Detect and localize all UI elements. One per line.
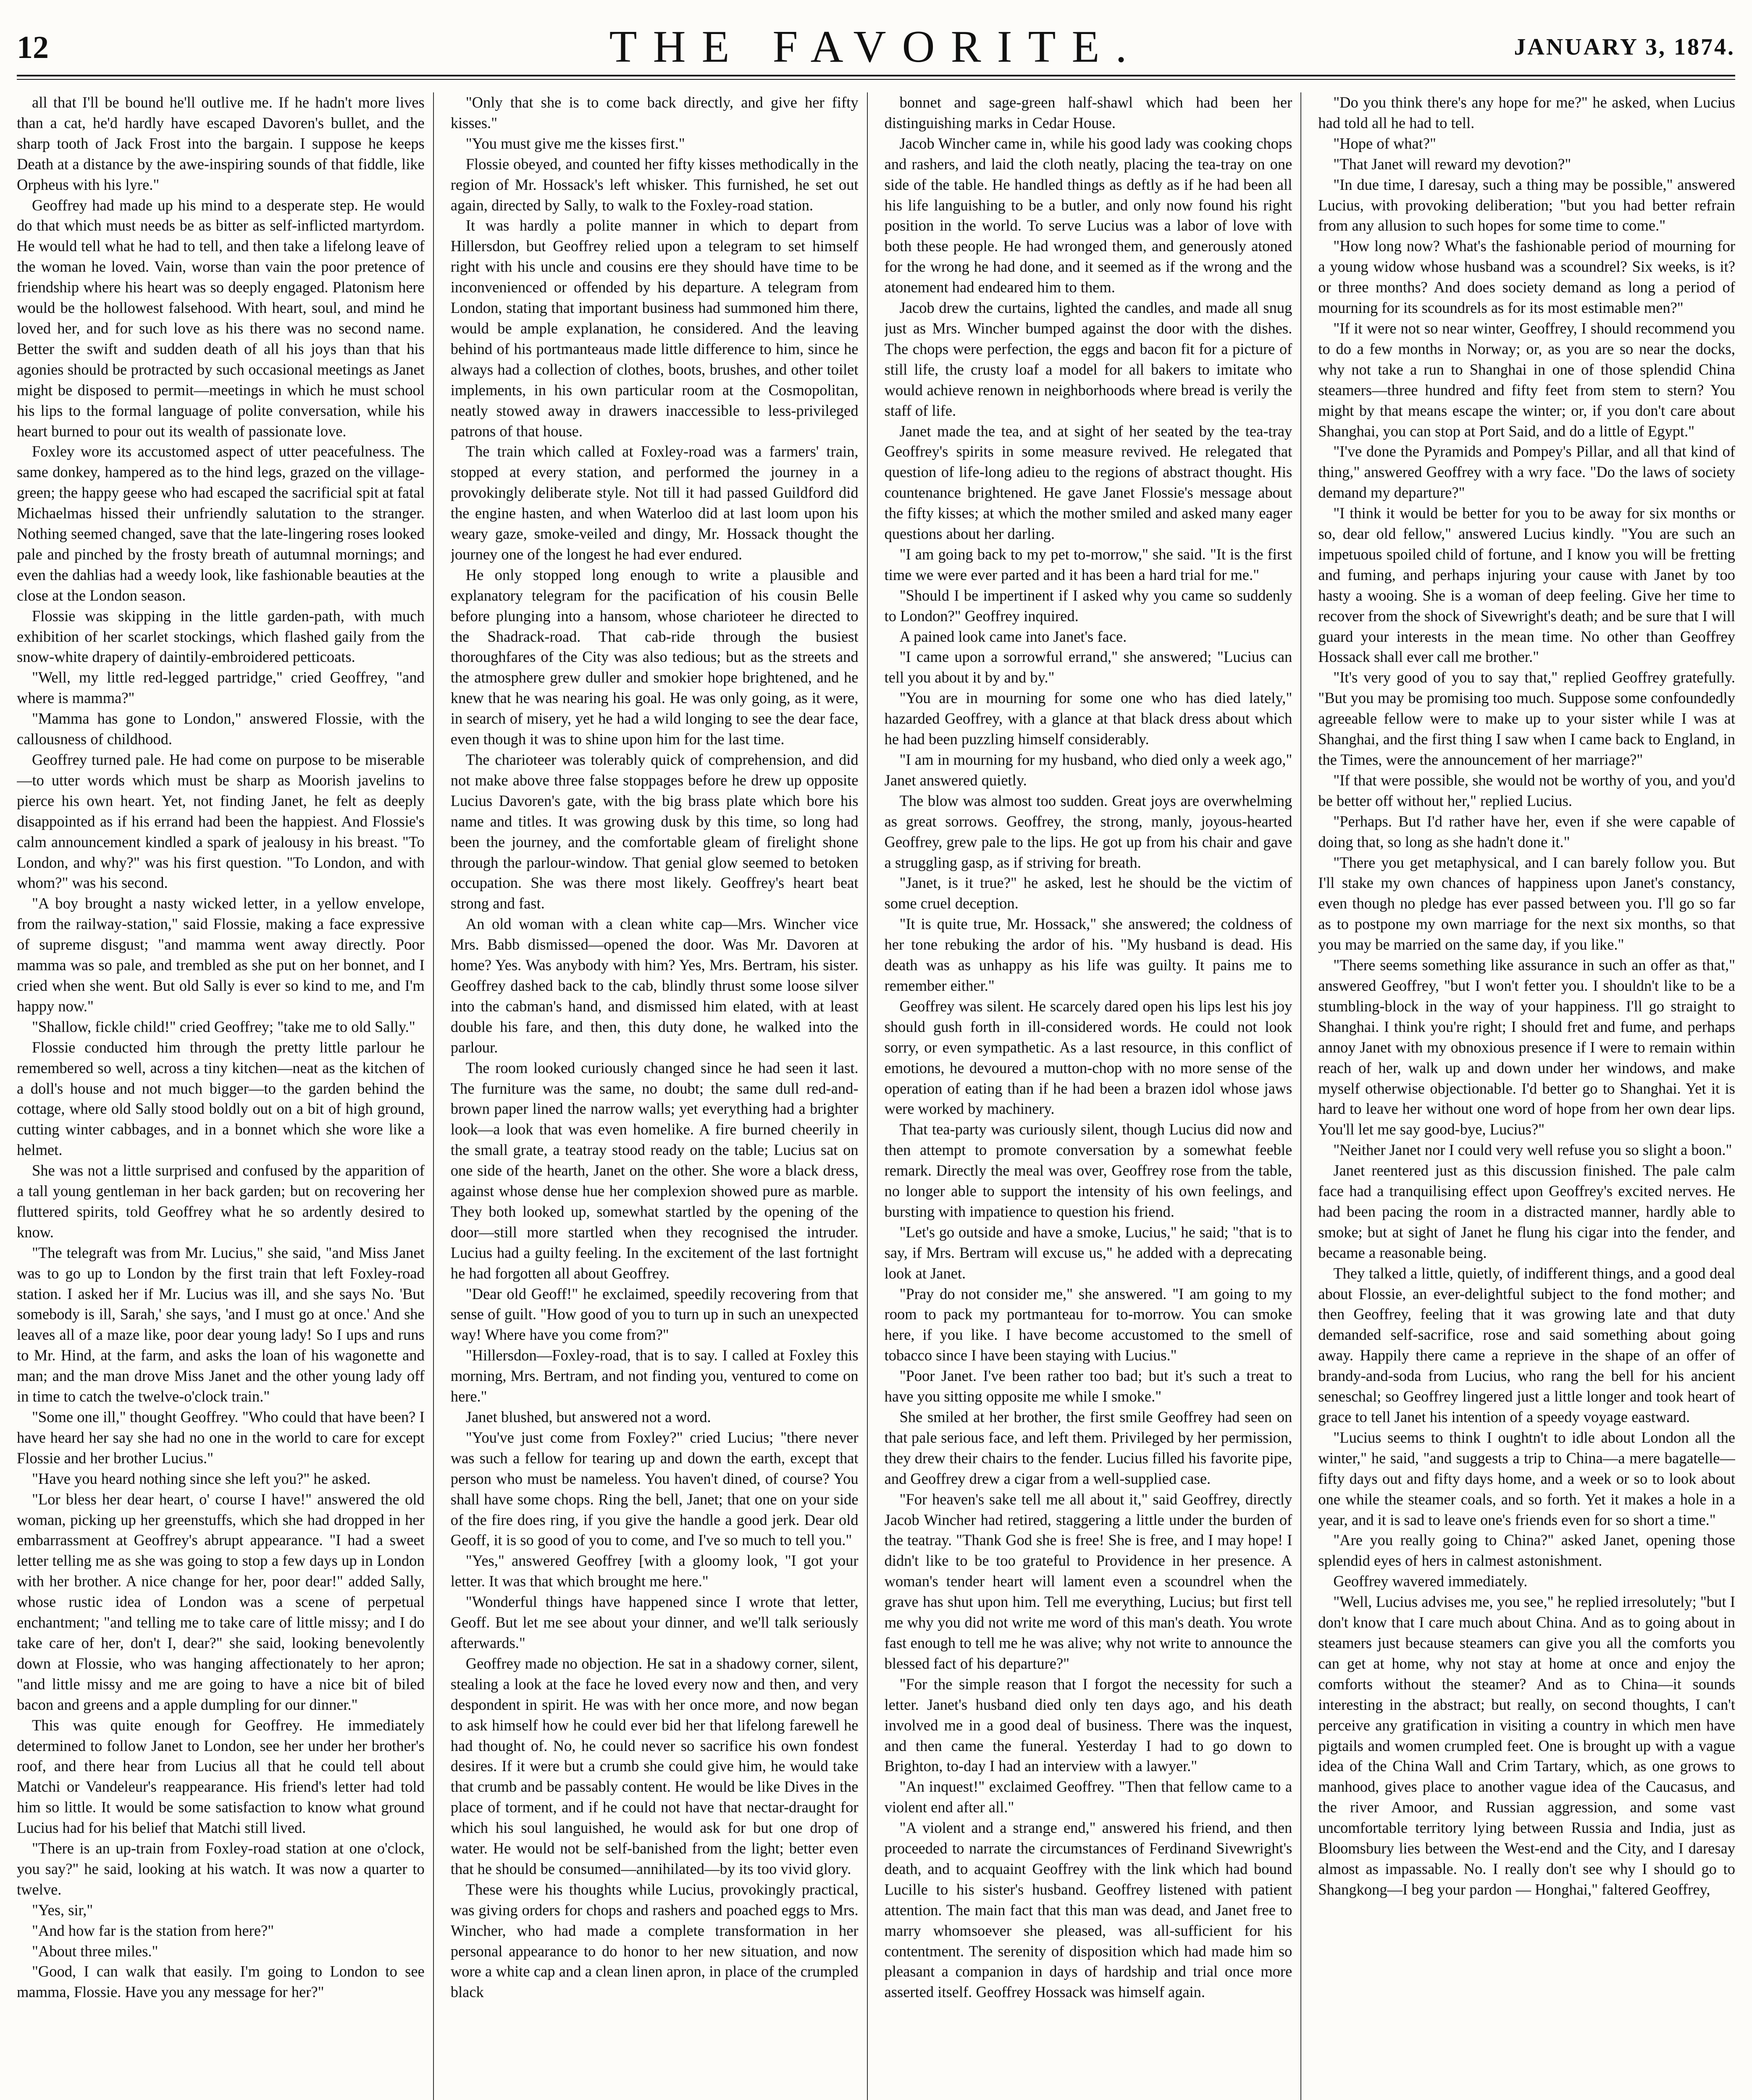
paragraph: "Lucius seems to think I oughtn't to idle about London all the winter," he said, "and suggests a trip to China—a mere bagatelle—fifty days out and fifty days home, and a week or so to look about one while the steamer coals, and so forth. Yet it makes a hole in a year, and it is sad to leave one's friends even for so short a time." [1318, 1428, 1735, 1528]
paragraph: A pained look came into Janet's face. [899, 627, 1127, 645]
paragraph: She was not a little surprised and confused by the apparition of a tall young gentleman in her back garden; but on recovering her fluttered spirits, told Geoffrey what he so ardently desired to know. [17, 1162, 425, 1241]
issue-date: JANUARY 3, 1874. [1514, 34, 1735, 60]
paragraph: "Mamma has gone to London," answered Flossie, with the callousness of childhood. [17, 710, 425, 748]
column-1 [17, 92, 434, 2100]
paragraph: The train which called at Foxley-road was a farmers' train, stopped at every station, and performed the journey in a provokingly deliberate style. Not till it had passed Guildford did the engine hasten, and when Waterloo did at last loom upon his weary gaze, smoke-veiled and dingy, Mr. Hossack thought the journey one of the longest he had ever endured. [450, 443, 859, 563]
paragraph: Flossie was skipping in the little garden-path, with much exhibition of her scarlet stockings, which flashed gaily from the snow-white drapery of daintily-embroidered petticoats. [17, 607, 425, 666]
paragraph: That tea-party was curiously silent, though Lucius did now and then attempt to promote conversation by a somewhat feeble remark. Directly the meal was over, Geoffrey rose from the table, no longer able to support the intensity of his own feelings, and bursting with impatience to question his friend. [884, 1121, 1292, 1220]
paragraph: Janet blushed, but answered not a word. [465, 1408, 711, 1425]
paragraph: "Well, Lucius advises me, you see," he replied irresolutely; "but I don't know that I care much about China. And as to going about in steamers just because steamers can give you all the comforts you can get at home, why not stay at home at once and enjoy the comforts without the steamer? And as to China—it sounds interesting in the abstract; but really, on second thoughts, I can't perceive any gratification in visiting a country in which men have pigtails and women crumpled feet. One is brought up with a vague idea of the China Wall and Crim Tartary, which, as one grows to manhood, gives place to another vague idea of the Caucasus, and the river Amoor, and Russian aggression, and some vast uncomfortable territory lying between Russia and India, just as Bloomsbury lies between the West-end and the City, and I daresay almost as impassable. No. I really don't see why I should go to Shangkong—I beg your pardon — Honghai," faltered Geoffrey, [1318, 1593, 1735, 1898]
paragraph: "Perhaps. But I'd rather have her, even if she were capable of doing that, so long as she hadn't done it." [1318, 812, 1735, 850]
paragraph: "Yes, sir," [32, 1901, 93, 1919]
paragraph: all that I'll be bound he'll outlive me. If he hadn't more lives than a cat, he'd hardly have escaped Davoren's bullet, and the sharp tooth of Jack Frost into the bargain. I suppose he keeps Death at a distance by the awe-inspiring sounds of that fiddle, like Orpheus with his lyre." [17, 94, 425, 193]
paragraph: bonnet and sage-green half-shawl which had been her distinguishing marks in Cedar House. [884, 94, 1292, 131]
paragraph: "An inquest!" exclaimed Geoffrey. "Then that fellow came to a violent end after all." [884, 1778, 1292, 1816]
paragraph: "Hillersdon—Foxley-road, that is to say. I called at Foxley this morning, Mrs. Bertram, and not finding you, ventured to come on here." [450, 1347, 859, 1405]
paragraph: "I am in mourning for my husband, who died only a week ago," Janet answered quietly. [884, 751, 1292, 789]
paragraph: "Good, I can walk that easily. I'm going to London to see mamma, Flossie. Have you any message for her?" [17, 1963, 425, 2001]
paragraph: "Have you heard nothing since she left you?" he asked. [32, 1470, 371, 1487]
paragraph: "Hope of what?" [1333, 134, 1436, 152]
paragraph: He only stopped long enough to write a plausible and explanatory telegram for the pacification of his cousin Belle before plunging into a hansom, whose charioteer he directed to the Shadrack-road. That cab-ride through the busiest thoroughfares of the City was also tedious; but as the streets and the atmosphere grew duller and smokier hope brightened, and he knew that he was nearing his goal. He was only going, as it were, in search of misery, yet he had a wild longing to see the dear face, even though it was to shine upon him for the last time. [450, 566, 859, 748]
paragraph: "Dear old Geoff!" he exclaimed, speedily recovering from that sense of guilt. "How good of you to turn up in such an unexpected way! Where have you come from?" [450, 1285, 859, 1344]
paragraph: "Pray do not consider me," she answered. "I am going to my room to pack my portmanteau for to-morrow. You can smoke here, if you like. I have become accustomed to the smell of tobacco since I have been staying with Lucius." [884, 1285, 1292, 1364]
paragraph: "For the simple reason that I forgot the necessity for such a letter. Janet's husband died only ten days ago, and his death involved me in a good deal of business. There was the inquest, and then came the funeral. Yesterday I had to go down to Brighton, to-day I had an interview with a lawyer." [884, 1675, 1292, 1775]
paragraph: Flossie obeyed, and counted her fifty kisses methodically in the region of Mr. Hossack's left whisker. This furnished, he set out again, directed by Sally, to walk to the Foxley-road station. [450, 155, 859, 214]
paragraph: "If that were possible, she would not be worthy of you, and you'd be better off without her," replied Lucius. [1318, 771, 1735, 809]
paragraph: "Are you really going to China?" asked Janet, opening those splendid eyes of hers in calmest astonishment. [1318, 1531, 1735, 1570]
paragraph: "Shallow, fickle child!" cried Geoffrey; "take me to old Sally." [32, 1018, 415, 1035]
paragraph: "There is an up-train from Foxley-road station at one o'clock, you say?" he said, looking at his watch. It was now a quarter to twelve. [17, 1840, 425, 1898]
paragraph: It was hardly a polite manner in which to depart from Hillersdon, but Geoffrey relied upon a telegram to set himself right with his uncle and cousins ere they should have time to be inconvenienced or offended by his departure. A telegram from London, stating that important business had summoned him there, would be ample explanation, he considered. And the leaving behind of his portmanteaus made little difference to him, since he always had a collection of clothes, boots, brushes, and other toilet implements, in his own particular room at the Cosmopolitan, neatly stowed away in drawers inaccessible to less-privileged patrons of that house. [450, 217, 859, 440]
paragraph: "Lor bless her dear heart, o' course I have!" answered the old woman, picking up her greenstuffs, which she had dropped in her embarrassment at Geoffrey's abrupt appearance. "I had a sweet letter telling me as she was going to stop a few days up in London with her brother. A nice change for her, poor dear!" added Sally, whose rustic idea of London was a scene of perpetual enchantment; "and telling me to take care of little missy; and I do take care of her, don't I, dear?" she said, looking benevolently down at Flossie, who was hanging affectionately to her apron; "and little missy and me are going to have a nice bit of biled bacon and greens and a apple dumpling for our dinner." [17, 1490, 425, 1713]
paragraph: "How long now? What's the fashionable period of mourning for a young widow whose husband was a scoundrel? Six weeks, is it? or three months? And does society demand as long a period of mourning for its scoundrels as for its most estimable men?" [1318, 237, 1735, 317]
paragraph: Geoffrey was silent. He scarcely dared open his lips lest his joy should gush forth in ill-considered words. He could not look sorry, or even sympathetic. As a last resource, in this conflict of emotions, he devoured a mutton-chop with no more sense of the operation of eating than if he had been a brazen idol whose jaws were worked by machinery. [884, 997, 1292, 1118]
paragraph: Flossie conducted him through the pretty little parlour he remembered so well, across a tiny kitchen—neat as the kitchen of a doll's house and not much bigger—to the garden behind the cottage, where old Sally stood boldly out on a bit of high ground, cutting winter cabbages, and in a bonnet which she wore like a helmet. [17, 1038, 425, 1159]
paragraph: "Do you think there's any hope for me?" he asked, when Lucius had told all he had to tell. [1318, 94, 1735, 131]
paragraph: Geoffrey wavered immediately. [1333, 1572, 1528, 1590]
paragraph: "I've done the Pyramids and Pompey's Pillar, and all that kind of thing," answered Geoffrey with a wry face. "Do the laws of society demand my departure?" [1318, 443, 1735, 501]
paragraph: "You've just come from Foxley?" cried Lucius; "there never was such a fellow for tearing up and down the earth, except that person who must be nameless. You haven't dined, of course? You shall have some chops. Ring the bell, Janet; that one on your side of the fire does ring, if you give the handle a good jerk. Dear old Geoff, it is so good of you to come, and I've so much to tell you." [450, 1428, 859, 1549]
paragraph: "A violent and a strange end," answered his friend, and then proceeded to narrate the circumstances of Ferdinand Sivewright's death, and to acquaint Geoffrey with the link which had bound Lucille to his sister's husband. Geoffrey listened with patient attention. The main fact that this man was dead, and Janet free to marry whomsoever she pleased, was all-sufficient for his contentment. The serenity of disposition which had made him so pleasant a companion in days of hardship and trial once more asserted itself. Geoffrey Hossack was himself again. [884, 1819, 1292, 2001]
paragraph: "There you get metaphysical, and I can barely follow you. But I'll stake my own chances of happiness upon Janet's constancy, even though no pledge has ever passed between you. I'll go so far as to postpone my own marriage for the next six months, so that you may be married on the same day, if you like." [1318, 853, 1735, 953]
paragraph: "Only that she is to come back directly, and give her fifty kisses." [450, 94, 859, 131]
column-2 [451, 92, 868, 2100]
paragraph: The charioteer was tolerably quick of comprehension, and did not make above three false stoppages before he drew up opposite Lucius Davoren's gate, with the big brass plate which bore his name and titles. It was growing dusk by this time, so long had been the journey, and the comfortable gleam of firelight shone through the parlour-window. That genial glow seemed to betoken occupation. She was there most likely. Geoffrey's heart beat strong and fast. [450, 751, 859, 912]
paragraph: "The telegraft was from Mr. Lucius," she said, "and Miss Janet was to go up to London by the first train that left Foxley-road station. I asked her if Mr. Lucius was ill, and she says No. 'But somebody is ill, Sarah,' she says, 'and I must go at once.' And she leaves all of a maze like, poor dear young lady! So I ups and runs to Mr. Hind, at the farm, and asks the loan of his wagonette and man; and the man drove Miss Janet and the other young lady off in time to catch the twelve-o'clock train." [17, 1244, 425, 1405]
paragraph: Foxley wore its accustomed aspect of utter peacefulness. The same donkey, hampered as to the hind legs, grazed on the village-green; the happy geese who had escaped the sacrificial spit at fatal Michaelmas hissed their unfriendly salutation to the stranger. Nothing seemed changed, save that the late-lingering roses looked pale and pinched by the frosty breath of autumnal mornings; and even the dahlias had a weedy look, like fashionable beauties at the close at the London season. [17, 443, 425, 604]
header-rule-thin [17, 79, 1735, 80]
paragraph: "If it were not so near winter, Geoffrey, I should recommend you to do a few months in Norway; or, as you are so near the docks, why not take a run to Shanghai in one of those splendid China steamers—three hundred and fifty feet from stem to stern? You might by that means escape the winter; or, if you don't care about Shanghai, you can stop at Port Said, and do a little of Egypt." [1318, 319, 1735, 440]
paragraph: An old woman with a clean white cap—Mrs. Wincher vice Mrs. Babb dismissed—opened the door. Was Mr. Davoren at home? Yes. Was anybody with him? Yes, Mrs. Bertram, his sister. Geoffrey dashed back to the cab, blindly thrust some loose silver into the cabman's hand, and dismissed him elated, with at least double his fare, and then, this duty done, he walked into the parlour. [450, 915, 859, 1056]
article-columns [17, 92, 1735, 2100]
paragraph: "A boy brought a nasty wicked letter, in a yellow envelope, from the railway-station," said Flossie, making a face expressive of supreme disgust; "and mamma went away directly. Poor mamma was so pale, and trembled as she put on her bonnet, and I cried when she went. But old Sally is ever so kind to me, and I'm happy now." [17, 895, 425, 1015]
paragraph: "Wonderful things have happened since I wrote that letter, Geoff. But let me see about your dinner, and we'll talk seriously afterwards." [450, 1593, 859, 1651]
paragraph: "Some one ill," thought Geoffrey. "Who could that have been? I have heard her say she had no one in the world to care for except Flossie and her brother Lucius." [17, 1408, 425, 1467]
paragraph: This was quite enough for Geoffrey. He immediately determined to follow Janet to London, see her under her brother's roof, and there hear from Lucius all that he could tell about Matchi or Vandeleur's reappearance. His friend's letter had told him so little. It would be some satisfaction to know what ground Lucius had for his belief that Matchi still lived. [17, 1716, 425, 1837]
paragraph: Geoffrey had made up his mind to a desperate step. He would do that which must needs be as bitter as self-inflicted martyrdom. He would tell what he had to tell, and then take a lifelong leave of the woman he loved. Vain, worse than vain the poor pretence of friendship where his heart was so deeply engaged. Platonism here would be the hollowest falsehood. With heart, soul, and mind he loved her, and for such love as his there was no second name. Better the swift and sudden death of all his joys than that his agonies should be protracted by such occasional meetings as Janet might be disposed to permit—meetings in which he must school his lips to the formal language of polite conversation, while his heart burned to pour out its wealth of passionate love. [17, 196, 425, 440]
column-4 [1318, 92, 1735, 2100]
paragraph: "Neither Janet nor I could very well refuse you so slight a boon." [1333, 1141, 1732, 1159]
paragraph: "I came upon a sorrowful errand," she answered; "Lucius can tell you about it by and by." [884, 648, 1292, 686]
paragraph: "That Janet will reward my devotion?" [1333, 155, 1571, 173]
paragraph: "It's very good of you to say that," replied Geoffrey gratefully. "But you may be promising too much. Suppose some confoundedly agreeable fellow were to make up to your sister while I was at Shanghai, and the first thing I saw when I came back to England, in the Times, were the announcement of her marriage?" [1318, 669, 1735, 768]
paragraph: "Let's go outside and have a smoke, Lucius," he said; "that is to say, if Mrs. Bertram will excuse us," he added with a deprecating look at Janet. [884, 1223, 1292, 1282]
page-header [17, 17, 1735, 80]
paragraph: "There seems something like assurance in such an offer as that," answered Geoffrey, "but I won't fetter you. I shouldn't like to be a stumbling-block in the way of your happiness. I'll go straight to Shanghai. I think you're right; I should fret and fume, and perhaps annoy Janet with my obnoxious presence if I were to remain within reach of her, walk up and down under her windows, and make myself otherwise objectionable. I'd better go to Shanghai. Yet it is hard to leave her without one word of hope from her own dear lips. You'll let me say good-bye, Lucius?" [1318, 956, 1735, 1138]
masthead-title: THE FAVORITE. [609, 22, 1143, 72]
paragraph: "About three miles." [32, 1942, 158, 1960]
paragraph: "Janet, is it true?" he asked, lest he should be the victim of some cruel deception. [884, 874, 1292, 912]
paragraph: The room looked curiously changed since he had seen it last. The furniture was the same, no doubt; the same dull red-and-brown paper lined the narrow walls; yet everything had a brighter look—a look that was even homelike. A fire burned cheerily in the small grate, a teatray stood ready on the table; Lucius sat on one side of the hearth, Janet on the other. She wore a black dress, against whose dense hue her complexion showed pure as marble. They both looked up, somewhat startled by the opening of the door—still more startled when they recognised the intruder. Lucius had a guilty feeling. In the excitement of the last fortnight he had forgotten all about Geoffrey. [450, 1059, 859, 1282]
header-rule [17, 75, 1735, 76]
paragraph: "Well, my little red-legged partridge," cried Geoffrey, "and where is mamma?" [17, 669, 425, 707]
paragraph: Jacob drew the curtains, lighted the candles, and made all snug just as Mrs. Wincher bumped against the door with the dishes. The chops were perfection, the eggs and bacon fit for a picture of still life, the crusty loaf a model for all bakers to imitate who would achieve renown in neighborhoods where bread is verily the staff of life. [884, 299, 1292, 419]
column-3 [885, 92, 1302, 2100]
paragraph: "Poor Janet. I've been rather too bad; but it's such a treat to have you sitting opposite me while I smoke." [884, 1367, 1292, 1405]
paragraph: They talked a little, quietly, of indifferent things, and a good deal about Flossie, an ever-delightful subject to the fond mother; and then Geoffrey, feeling that it was growing late and that duty demanded self-sacrifice, rose and said something about going away. Happily there came a reprieve in the shape of an offer of brandy-and-soda from Lucius, who rang the bell for his ancient seneschal; so Geoffrey lingered just a little longer and took heart of grace to tell Janet his intention of a speedy voyage eastward. [1318, 1264, 1735, 1425]
paragraph: The blow was almost too sudden. Great joys are overwhelming as great sorrows. Geoffrey, the strong, manly, joyous-hearted Geoffrey, grew pale to the lips. He got up from his chair and gave a struggling gasp, as if striving for breath. [884, 792, 1292, 871]
paragraph: "Should I be impertinent if I asked why you came so suddenly to London?" Geoffrey inquired. [884, 586, 1292, 625]
paragraph: "It is quite true, Mr. Hossack," she answered; the coldness of her tone rebuking the ardor of his. "My husband is dead. His death was as unhappy as his life was guilty. It pains me to remember either." [884, 915, 1292, 994]
paragraph: "Yes," answered Geoffrey [with a gloomy look, "I got your letter. It was that which brought me here." [450, 1552, 859, 1590]
paragraph: "You must give me the kisses first." [465, 134, 685, 152]
paragraph: Geoffrey made no objection. He sat in a shadowy corner, silent, stealing a look at the face he loved every now and then, and very despondent in spirit. He was with her once more, and now began to ask himself how he could ever bid her that lifelong farewell he had thought of. No, he could never so sacrifice his own fondest desires. If it were but a crumb she could give him, he would take that crumb and be passably content. He would be like Dives in the place of torment, and if he could not have that nectar-draught for which his soul languished, he would ask for but one drop of water. He would not be self-banished from the light; better even that he should be consumed—annihilated—by its too vivid glory. [450, 1654, 859, 1877]
paragraph: "In due time, I daresay, such a thing may be possible," answered Lucius, with provoking deliberation; "but you had better refrain from any allusion to such hopes for some time to come." [1318, 176, 1735, 234]
paragraph: Geoffrey turned pale. He had come on purpose to be miserable—to utter words which must be sharp as Moorish javelins to pierce his own heart. Yet, not finding Janet, he felt as deeply disappointed as if his errand had been the happiest. And Flossie's calm announcement kindled a spark of jealousy in his breast. "To London, and why?" was his first question. "To London, and with whom?" was his second. [17, 751, 425, 892]
paragraph: "And how far is the station from here?" [32, 1922, 274, 1939]
paragraph: Jacob Wincher came in, while his good lady was cooking chops and rashers, and laid the cloth neatly, placing the tea-tray on one side of the table. He handled things as deftly as if he had been all his life languishing to be a butler, and only now found his right position in the world. To serve Lucius was a labor of love with both these people. He had wronged them, and generously atoned for the wrong he had done, and it seemed as if the wrong and the atonement had endeared him to them. [884, 134, 1292, 296]
paragraph: Janet made the tea, and at sight of her seated by the tea-tray Geoffrey's spirits in some measure revived. He relegated that question of life-long adieu to the regions of abstract thought. His countenance brightened. He gave Janet Flossie's message about the fifty kisses; at which the mother smiled and asked many eager questions about her darling. [884, 422, 1292, 543]
paragraph: These were his thoughts while Lucius, provokingly practical, was giving orders for chops and rashers and poached eggs to Mrs. Wincher, who had made a complete transformation in her personal appearance to do honor to her new situation, and now wore a white cap and a clean linen apron, in place of the crumpled black [450, 1880, 859, 2001]
paragraph: "I think it would be better for you to be away for six months or so, dear old fellow," answered Lucius kindly. "You are such an impetuous spoiled child of fortune, and I know you will be fretting and fuming, and perhaps injuring your cause with Janet by too hasty a wooing. She is a woman of deep feeling. Give her time to recover from the shock of Sivewright's death; and be sure that I will guard your interests in the mean time. No other than Geoffrey Hossack shall ever call me brother." [1318, 504, 1735, 666]
paragraph: Janet reentered just as this discussion finished. The pale calm face had a tranquilising effect upon Geoffrey's excited nerves. He had been pacing the room in a distracted manner, hardly able to smoke; but at sight of Janet he flung his cigar into the fender, and became a reasonable being. [1318, 1162, 1735, 1261]
paragraph: "For heaven's sake tell me all about it," said Geoffrey, directly Jacob Wincher had retired, staggering a little under the burden of the teatray. "Thank God she is free! She is free, and I may hope! I didn't like to be too grateful to Providence in her presence. A woman's tender heart will lament even a scoundrel when the grave has shut upon him. Tell me everything, Lucius; but first tell me why you did not write me word of this man's death. You wrote fast enough to tell me he was alive; why not write to announce the blessed fact of his departure?" [884, 1490, 1292, 1672]
page-number: 12 [17, 30, 49, 65]
paragraph: "You are in mourning for some one who has died lately," hazarded Geoffrey, with a glance at that black dress about which he had been puzzling himself considerably. [884, 689, 1292, 748]
paragraph: She smiled at her brother, the first smile Geoffrey had seen on that pale serious face, and left them. Privileged by her permission, they drew their chairs to the fender. Lucius filled his favorite pipe, and Geoffrey drew a cigar from a well-supplied case. [884, 1408, 1292, 1487]
paragraph: "I am going back to my pet to-morrow," she said. "It is the first time we were ever parted and it has been a hard trial for me." [884, 545, 1292, 583]
